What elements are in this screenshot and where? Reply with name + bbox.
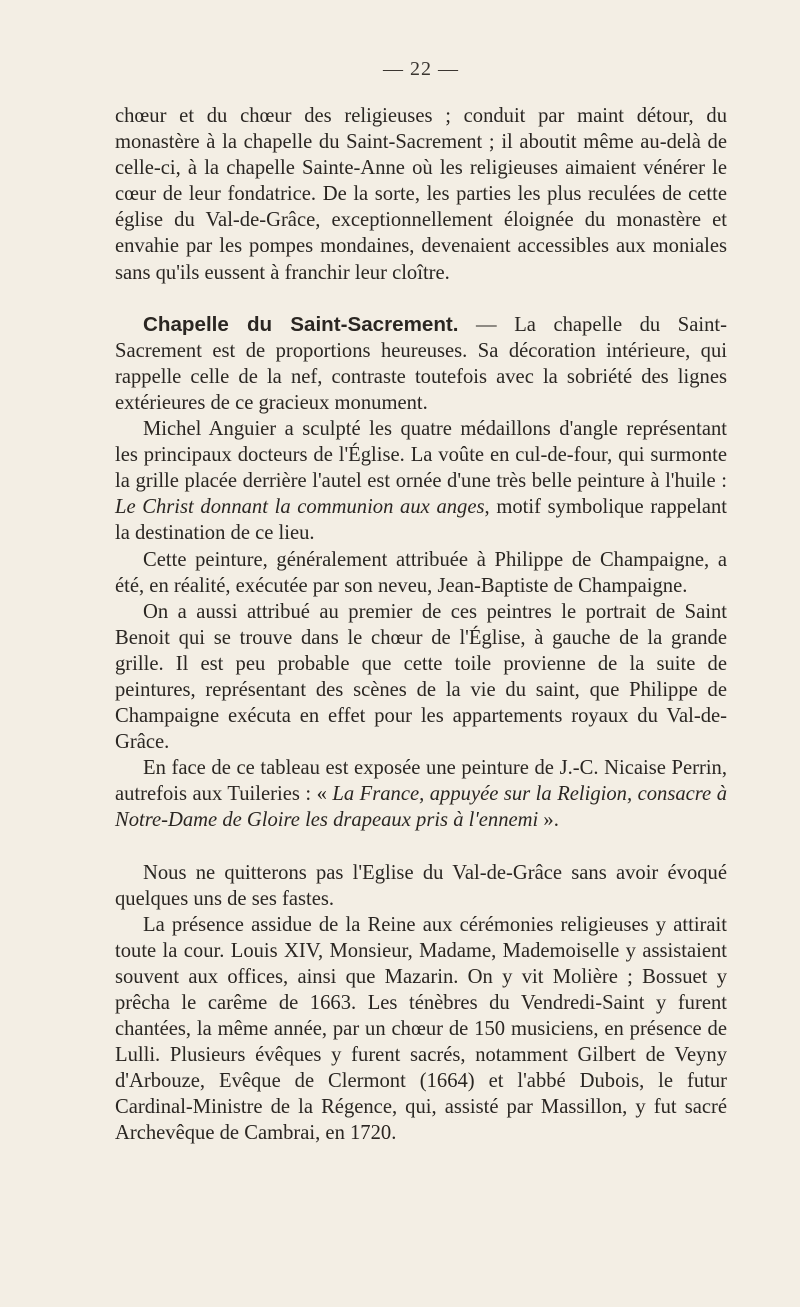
section-heading: Chapelle du Saint-Sacrement. — [143, 312, 459, 336]
painting-title-france: La France, appuyée sur la Religion, consacre à Notre-Dame de Gloire les drapeaux pris à l'ennemi — [115, 783, 727, 832]
paragraph-attribution: Cette peinture, généralement attribuée à Philippe de Champaigne, a été, en réalité, exécutée par son neveu, Jean-Baptiste de Champaigne. — [115, 548, 727, 597]
paragraph-chapel-section — [115, 312, 727, 416]
medallions-text-after: , motif symbolique rappelant la destination de ce lieu. — [115, 496, 727, 545]
perrin-text-before: En face de ce tableau est exposée une peinture de J.-C. Nicaise Perrin, autrefois aux Tuileries : « — [115, 757, 727, 806]
paragraph-perrin-painting — [115, 755, 727, 833]
paragraph-portrait: On a aussi attribué au premier de ces peintres le portrait de Saint Benoit qui se trouve dans le chœur de l'Église, à gauche de la grande grille. Il est peu probable que cette toile provienne de la suite de peintures, représentant des scènes de la vie du saint, que Philippe de Champaigne exécuta en effet pour les appartements royaux du Val-de-Grâce. — [115, 600, 727, 754]
section-intro-text: — La chapelle du Saint-Sacrement est de proportions heureuses. Sa décoration intérieure, qui rappelle celle de la nef, contraste toutefois avec la sobriété des lignes extérieures de ce gracieux monument. — [115, 313, 727, 414]
paragraph-fastes-intro: Nous ne quitterons pas l'Eglise du Val-de-Grâce sans avoir évoqué quelques uns de ses fastes. — [115, 861, 727, 910]
medallions-text-before: Michel Anguier a sculpté les quatre médaillons d'angle représentant les principaux docteurs de l'Église. La voûte en cul-de-four, qui surmonte la grille placée derrière l'autel est ornée d'une très belle peinture à l'huile : — [115, 418, 727, 493]
page-number: — 22 — — [383, 58, 459, 80]
paragraph-cloister-passage: chœur et du chœur des religieuses ; conduit par maint détour, du monastère à la chapelle du Saint-Sacrement ; il aboutit même au-delà de celle-ci, à la chapelle Sainte-Anne où les religieuses aimaient vénérer le cœur de leur fondatrice. De la sorte, les parties les plus reculées de cette église du Val-de-Grâce, exceptionnellement éloignée du monastère et envahie par les pompes mondaines, devenaient accessibles aux moniales sans qu'ils eussent à franchir leur cloître. — [115, 105, 727, 284]
paragraph-court-history: La présence assidue de la Reine aux cérémonies religieuses y attirait toute la cour. Louis XIV, Monsieur, Madame, Mademoiselle y assistaient souvent aux offices, ainsi que Mazarin. On y vit Molière ; Bossuet y prêcha le carême de 1663. Les ténèbres du Vendredi-Saint y furent chantées, la même année, par un chœur de 150 musiciens, en présence de Lulli. Plusieurs évêques y furent sacrés, notamment Gilbert de Veyny d'Arbouze, Evêque de Clermont (1664) et l'abbé Dubois, le futur Cardinal-Ministre de la Régence, qui, assisté par Massillon, y fut sacré Archevêque de Cambrai, en 1720. — [115, 913, 727, 1145]
perrin-text-after: ». — [538, 809, 559, 832]
paragraph-medallions — [115, 416, 727, 546]
document-page — [115, 58, 727, 1147]
painting-title-christ: Le Christ donnant la communion aux anges — [115, 496, 485, 519]
